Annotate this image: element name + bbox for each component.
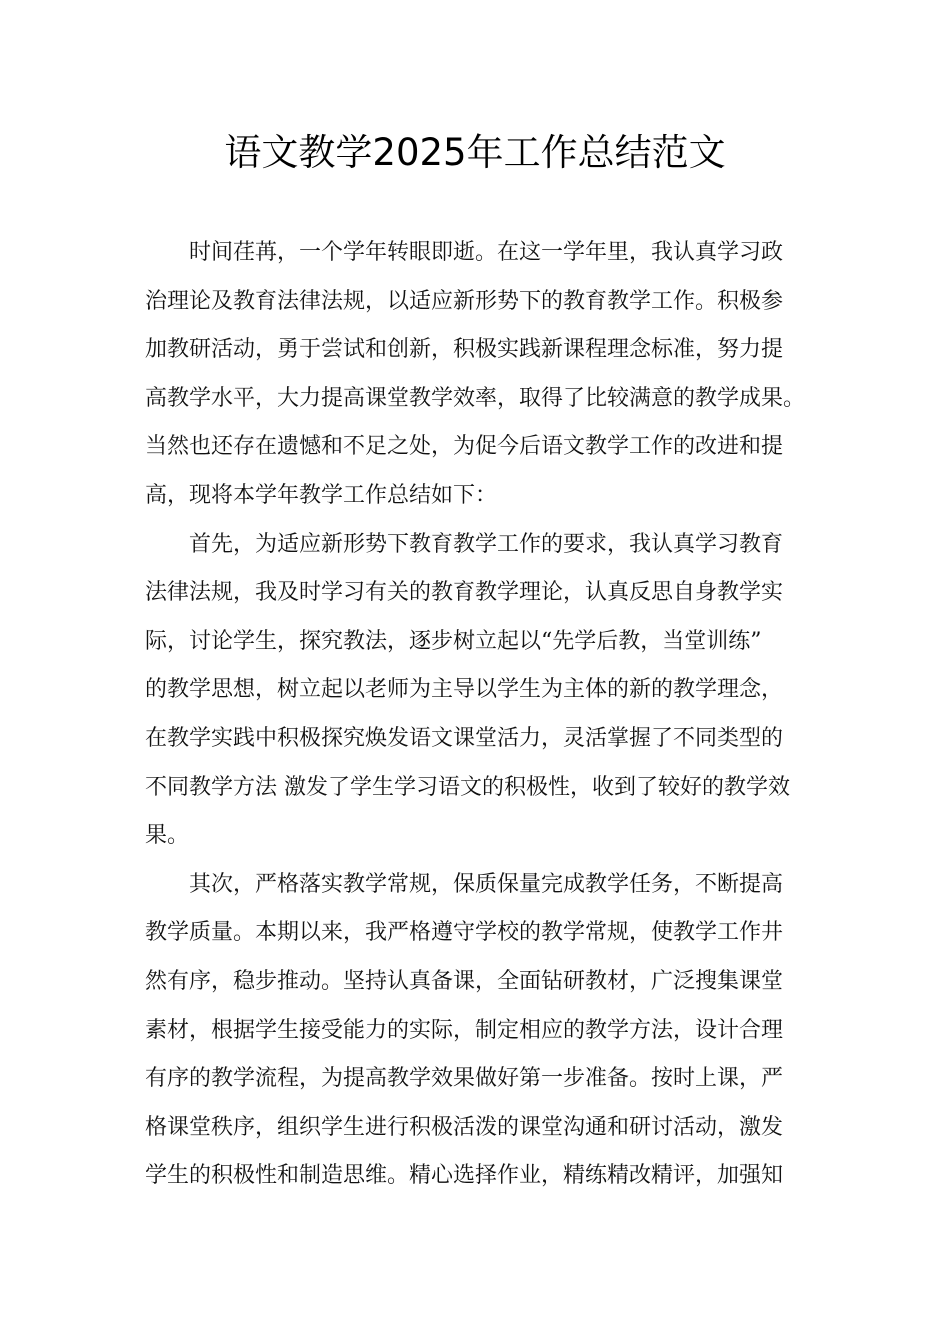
document-body <box>145 229 815 1201</box>
body-line: 有序的教学流程，为提高教学效果做好第一步准备。按时上课，严 <box>145 1066 784 1092</box>
body-line: 格课堂秩序，组织学生进行积极活泼的课堂沟通和研讨活动，激发 <box>145 1114 784 1140</box>
body-line: 果。 <box>145 823 190 849</box>
document-title: 语文教学2025年工作总结范文 <box>224 131 726 174</box>
body-line: 素材，根据学生接受能力的实际，制定相应的教学方法，设计合理 <box>145 1017 784 1043</box>
body-line: 不同教学方法 激发了学生学习语文的积极性，收到了较好的教学效 <box>145 774 790 800</box>
body-line: 时间荏苒，一个学年转眼即逝。在这一学年里，我认真学习政 <box>189 240 784 265</box>
body-line: 高，现将本学年教学工作总结如下： <box>145 482 498 508</box>
body-line: 在教学实践中积极探究焕发语文课堂活力，灵活掌握了不同类型的 <box>145 725 784 751</box>
body-line: 治理论及教育法律法规，以适应新形势下的教育教学工作。积极参 <box>145 288 784 314</box>
body-line: 当然也还存在遗憾和不足之处，为促今后语文教学工作的改进和提 <box>145 434 784 460</box>
body-line: 其次，严格落实教学常规，保质保量完成教学任务，不断提高 <box>189 871 784 897</box>
body-line: 高教学水平，大力提高课堂教学效率，取得了比较满意的教学成果。 <box>145 385 806 411</box>
body-line: 加教研活动，勇于尝试和创新，积极实践新课程理念标准，努力提 <box>145 337 784 363</box>
body-line: 教学质量。本期以来，我严格遵守学校的教学常规，使教学工作井 <box>145 920 784 946</box>
body-line: 的教学思想，树立起以老师为主导以学生为主体的新的教学理念， <box>145 677 784 703</box>
body-line: 学生的积极性和制造思维。精心选择作业，精练精改精评，加强知 <box>145 1163 784 1189</box>
body-line: 法律法规，我及时学习有关的教育教学理论，认真反思自身教学实 <box>145 580 784 606</box>
body-line: 然有序，稳步推动。坚持认真备课，全面钻研教材，广泛搜集课堂 <box>145 968 784 994</box>
body-line: 际，讨论学生，探究教法，逐步树立起以“先学后教，当堂训练” <box>145 628 762 654</box>
body-line: 首先，为适应新形势下教育教学工作的要求，我认真学习教育 <box>189 531 784 557</box>
